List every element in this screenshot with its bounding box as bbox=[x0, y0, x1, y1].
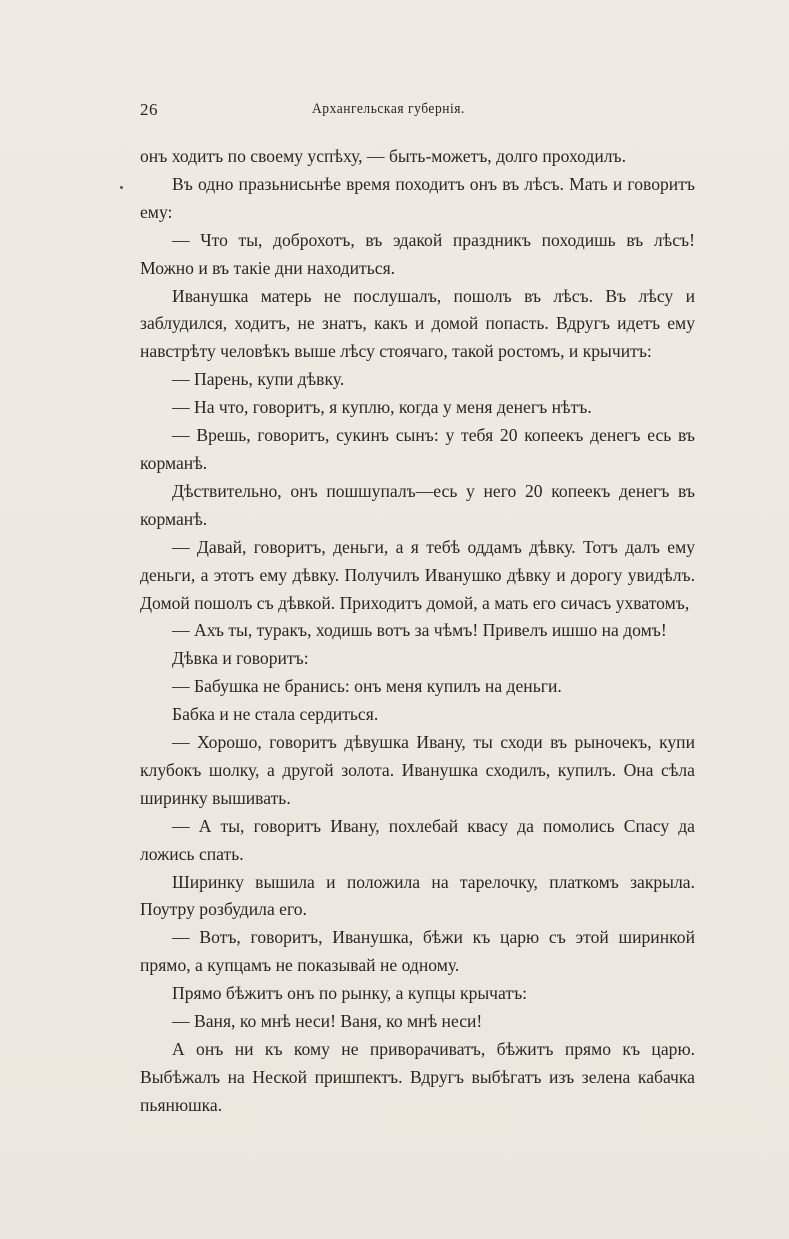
paragraph: А онъ ни къ кому не приворачиватъ, бѣжитъ прямо къ царю. Выбѣжалъ на Неской пришпектъ. Вдругъ выбѣгатъ изъ зелена кабачка пьянюшка. bbox=[140, 1039, 695, 1115]
paragraph: Ширинку вышила и положила на тарелочку, платкомъ закрыла. Поутру розбудила его. bbox=[140, 871, 695, 920]
body-text bbox=[140, 143, 695, 1120]
paragraph: — А ты, говоритъ Ивану, похлебай квасу да помолись Спасу да ложись спать. bbox=[140, 815, 695, 864]
paragraph: — На что, говоритъ, я куплю, когда у меня денегъ нѣтъ. bbox=[172, 397, 592, 418]
paragraph: — Ваня, ко мнѣ неси! Ваня, ко мнѣ неси! bbox=[172, 1011, 483, 1032]
paragraph: Иванушка матерь не послушалъ, пошолъ въ лѣсъ. Въ лѣсу и заблудился, ходитъ, не знатъ, какъ и домой попасть. Вдругъ идетъ ему навстрѣту человѣкъ выше лѣсу стоячаго, такой ростомъ, и крычитъ: bbox=[140, 285, 695, 362]
paragraph: Бабка и не стала сердиться. bbox=[172, 704, 379, 725]
paragraph: онъ ходитъ по своему успѣху, — быть-можетъ, долго проходилъ. bbox=[140, 146, 627, 166]
print-speck bbox=[120, 186, 123, 189]
paragraph: — Врешь, говоритъ, сукинъ сынъ: у тебя 20 копеекъ денегъ есь въ корманѣ. bbox=[140, 425, 695, 473]
paragraph: — Бабушка не бранись: онъ меня купилъ на деньги. bbox=[172, 676, 562, 697]
running-head: Архангельская губернія. bbox=[312, 101, 465, 117]
paragraph: Дѣвка и говоритъ: bbox=[172, 648, 309, 669]
paragraph: — Ахъ ты, туракъ, ходишь вотъ за чѣмъ! Привелъ ишшо на домъ! bbox=[172, 620, 667, 641]
paragraph: — Что ты, доброхотъ, въ эдакой праздникъ походишь въ лѣсъ! Можно и въ такіе дни находиться. bbox=[140, 229, 695, 278]
paragraph: — Хорошо, говоритъ дѣвушка Ивану, ты сходи въ рыночекъ, купи клубокъ шолку, а другой золота. Иванушка сходилъ, купилъ. Она сѣла ширинку вышивать. bbox=[140, 732, 695, 808]
paragraph: — Давай, говоритъ, деньги, а я тебѣ оддамъ дѣвку. Тотъ далъ ему деньги, а этотъ ему дѣвку. Получилъ Иванушко дѣвку и дорогу увидѣлъ. Домой пошолъ съ дѣвкой. Приходитъ домой, а мать его сичасъ ухватомъ, bbox=[140, 536, 695, 613]
paragraph: — Парень, купи дѣвку. bbox=[172, 369, 345, 390]
paragraph: Прямо бѣжитъ онъ по рынку, а купцы крычатъ: bbox=[172, 983, 528, 1004]
page-header bbox=[140, 100, 695, 124]
paragraph: — Вотъ, говоритъ, Иванушка, бѣжи къ царю съ этой ширинкой прямо, а купцамъ не показывай не одному. bbox=[140, 927, 695, 976]
paragraph: Дѣствительно, онъ пошшупалъ—есь у него 20 копеекъ денегъ въ корманѣ. bbox=[140, 480, 695, 529]
paragraph: Въ одно празьнисьнѣе время походитъ онъ въ лѣсъ. Мать и говоритъ ему: bbox=[140, 173, 695, 222]
page-number: 26 bbox=[140, 100, 158, 119]
